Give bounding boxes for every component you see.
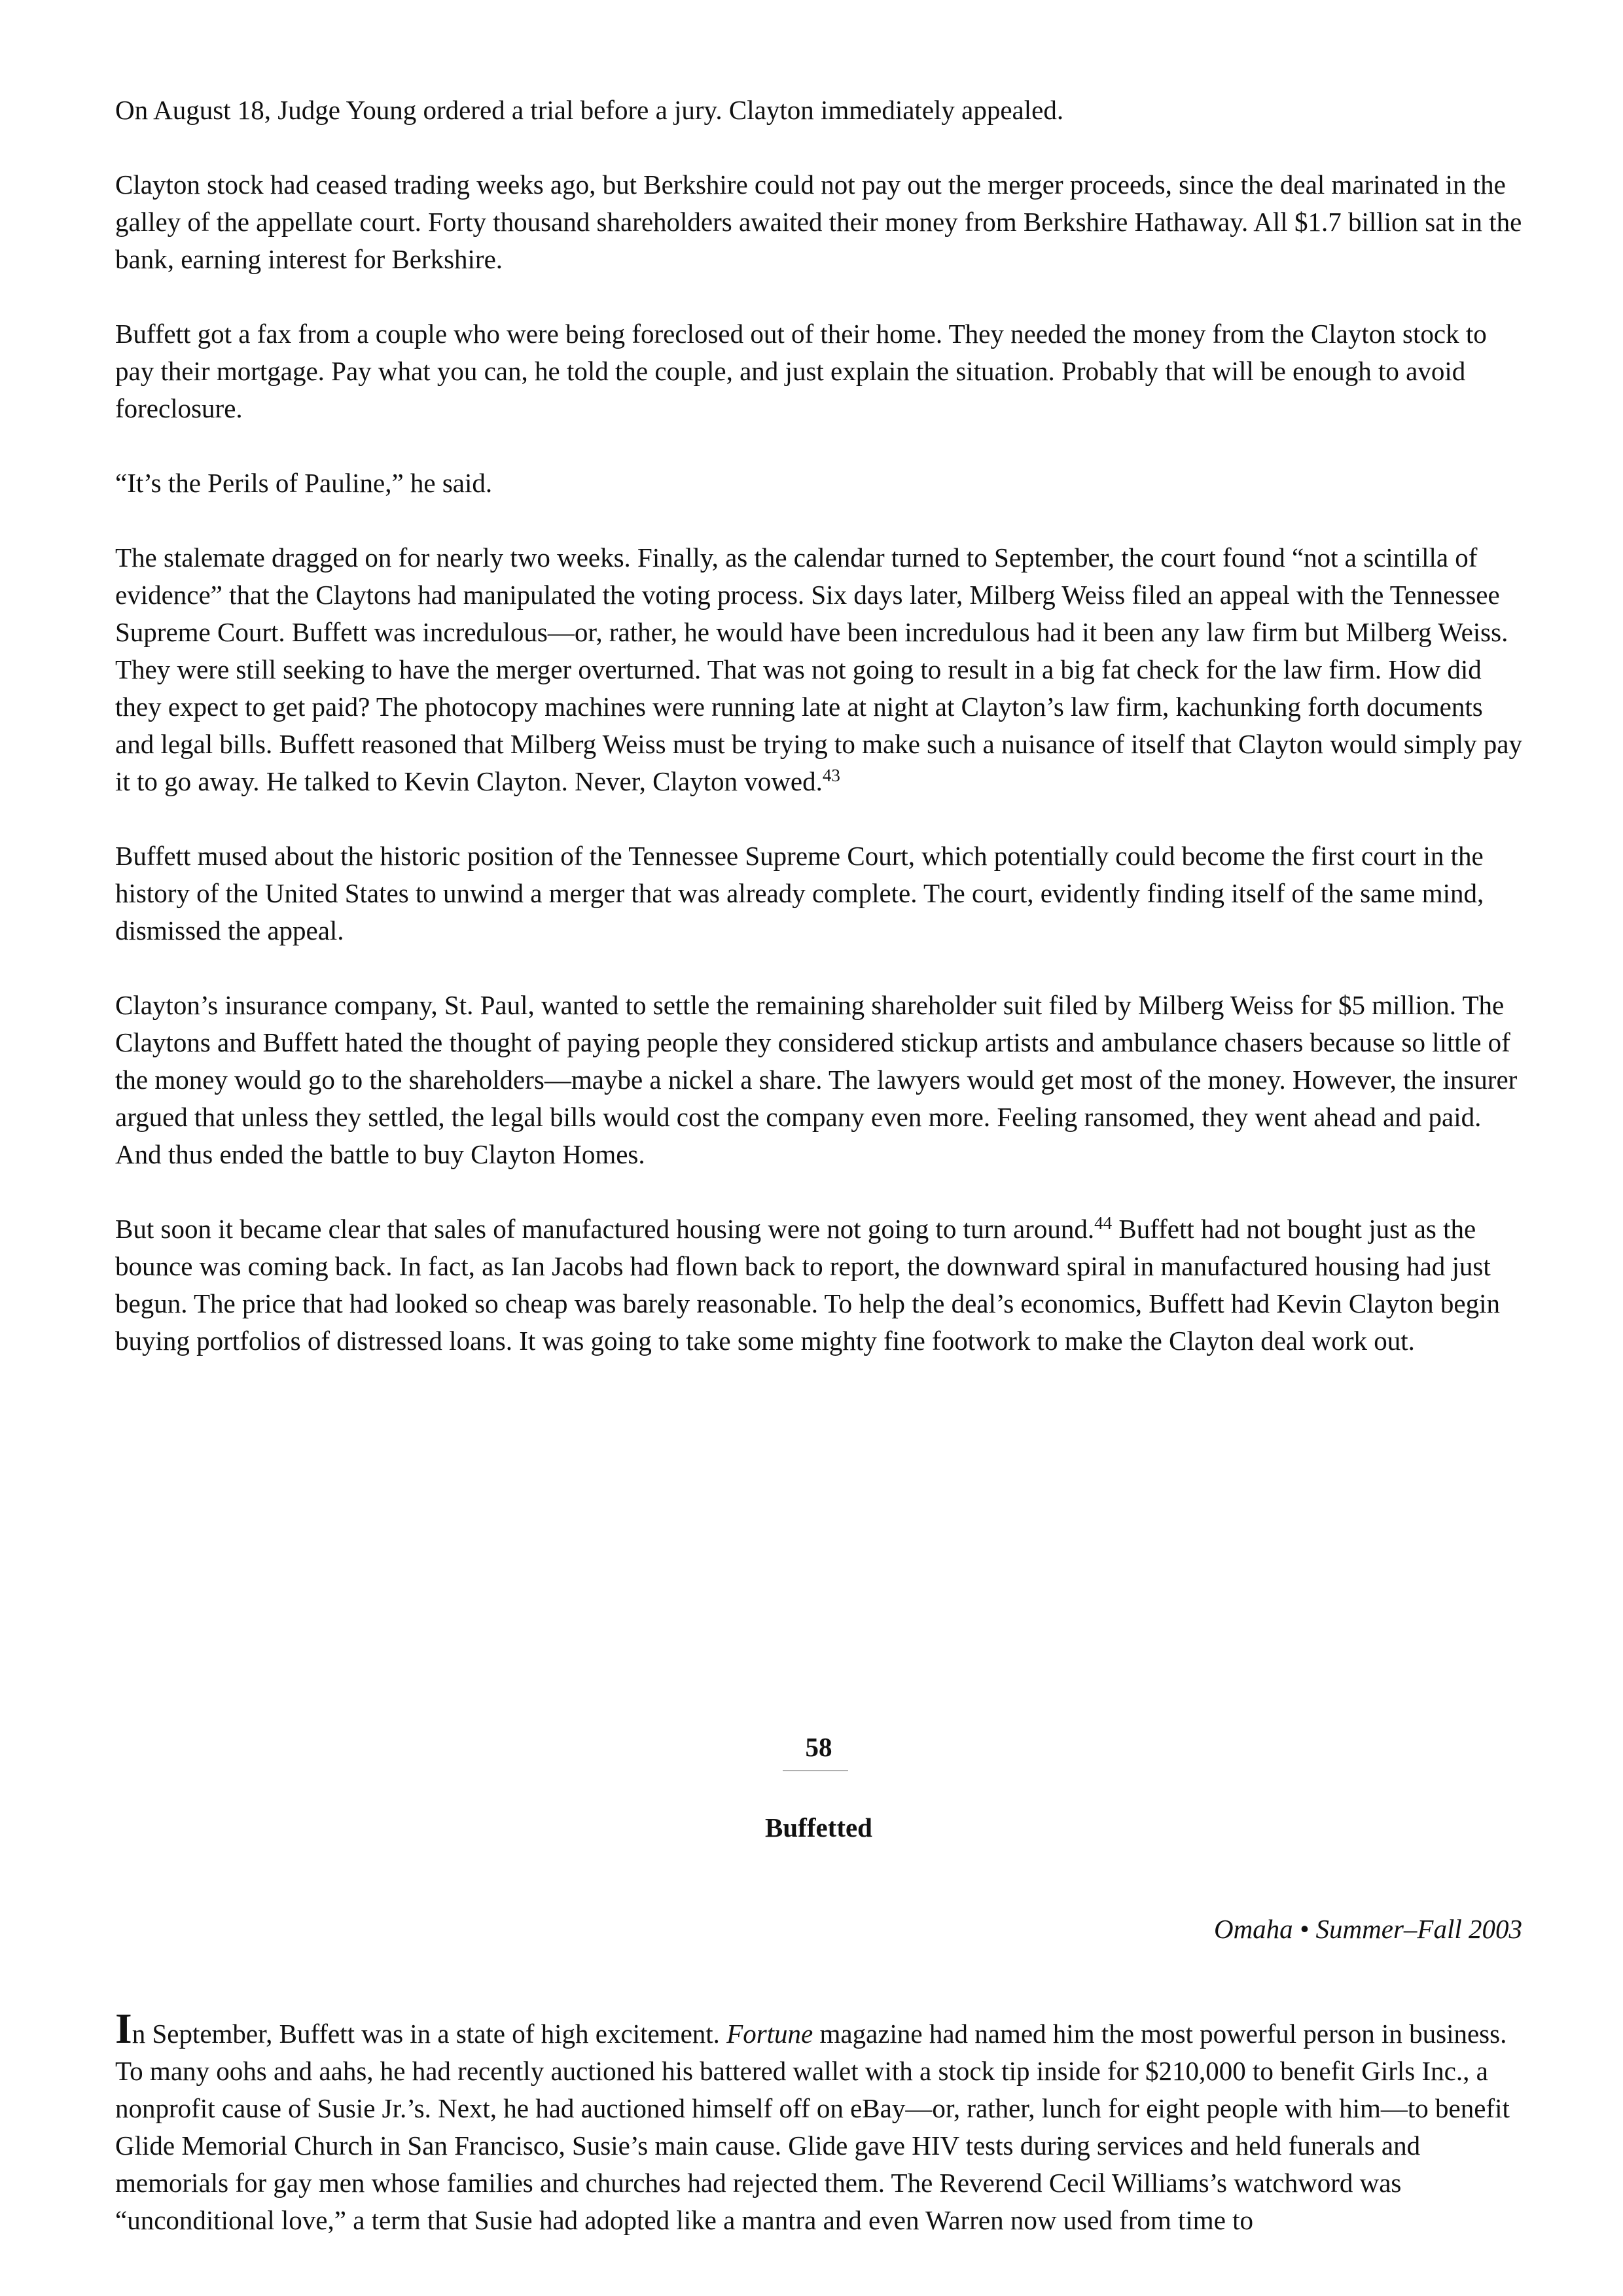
chapter-dateline: Omaha • Summer–Fall 2003	[1213, 1914, 1522, 1944]
paragraph	[115, 539, 1522, 800]
chapter-title: Buffetted	[765, 1812, 872, 1843]
paragraph: Clayton stock had ceased trading weeks ago, but Berkshire could not pay out the merger proceeds, since the deal marinated in the galley of the appellate court. Forty thousand shareholders awaited their money from Berkshire Hathaway. All $1.7 billion sat in the bank, earning interest for Berkshire.	[115, 169, 1522, 274]
chapter-number: 58	[805, 1732, 832, 1762]
footnote-marker: 44	[1094, 1213, 1113, 1233]
book-page	[115, 92, 1522, 2235]
publication-title: Fortune	[726, 2019, 813, 2049]
paragraph: On August 18, Judge Young ordered a trial before a jury. Clayton immediately appealed.	[115, 95, 1064, 125]
paragraph-text: n September, Buffett was in a state of high excitement.	[132, 2019, 727, 2049]
paragraph: Buffett got a fax from a couple who were being foreclosed out of their home. They needed the money from the Clayton stock to pay their mortgage. Pay what you can, he told the couple, and just explain the situation. Probably that will be enough to avoid foreclosure.	[115, 319, 1487, 423]
paragraph-text: magazine had named him the most powerful person in business. To many oohs and aahs, he had recently auctioned his battered wallet with a stock tip inside for $210,000 to benefit Girls Inc., a nonprofit cause of Susie Jr.’s. Next, he had auctioned himself off on eBay—or, rather, lunch for eight people with him—to benefit Glide Memorial Church in San Francisco, Susie’s main cause. Glide gave HIV tests during services and held funerals and memorials for gay men whose families and churches had rejected them. The Reverend Cecil Williams’s watchword was “unconditional love,” a term that Susie had adopted like a mantra and even Warren now used from time to	[115, 2019, 1510, 2235]
paragraph	[115, 1210, 1522, 1360]
paragraph-text: The stalemate dragged on for nearly two weeks. Finally, as the calendar turned to September, the court found “not a scintilla of evidence” that the Claytons had manipulated the voting process. Six days later, Milberg Weiss filed an appeal with the Tennessee Supreme Court. Buffett was incredulous—or, rather, he would have been incredulous had it been any law firm but Milberg Weiss. They were still seeking to have the merger overturned. That was not going to result in a big fat check for the law firm. How did they expect to get paid? The photocopy machines were running late at night at Clayton’s law firm, kachunking forth documents and legal bills. Buffett reasoned that Milberg Weiss must be trying to make such a nuisance of itself that Clayton would simply pay it to go away. He talked to Kevin Clayton. Never, Clayton vowed.	[115, 542, 1522, 796]
opening-paragraph	[115, 2005, 1522, 2239]
drop-cap: I	[115, 2005, 132, 2053]
paragraph-text: Buffett had not bought just as the bounce was coming back. In fact, as Ian Jacobs had flown back to report, the downward spiral in manufactured housing had just begun. The price that had looked so cheap was barely reasonable. To help the deal’s economics, Buffett had Kevin Clayton begin buying portfolios of distressed loans. It was going to take some mighty fine footwork to make the Clayton deal work out.	[115, 1214, 1500, 1356]
chapter-number-underline	[783, 1770, 848, 1771]
paragraph: Buffett mused about the historic position of the Tennessee Supreme Court, which potentially could become the first court in the history of the United States to unwind a merger that was already complete. The court, evidently finding itself of the same mind, dismissed the appeal.	[115, 841, 1484, 945]
footnote-marker: 43	[822, 766, 840, 785]
paragraph: “It’s the Perils of Pauline,” he said.	[115, 468, 493, 498]
paragraph-text: But soon it became clear that sales of manufactured housing were not going to turn around.	[115, 1214, 1095, 1244]
paragraph: Clayton’s insurance company, St. Paul, wanted to settle the remaining shareholder suit filed by Milberg Weiss for $5 million. The Claytons and Buffett hated the thought of paying people they considered stickup artists and ambulance chasers because so little of the money would go to the shareholders—maybe a nickel a share. The lawyers would get most of the money. However, the insurer argued that unless they settled, the legal bills would cost the company even more. Feeling ransomed, they went ahead and paid. And thus ended the battle to buy Clayton Homes.	[115, 990, 1518, 1169]
